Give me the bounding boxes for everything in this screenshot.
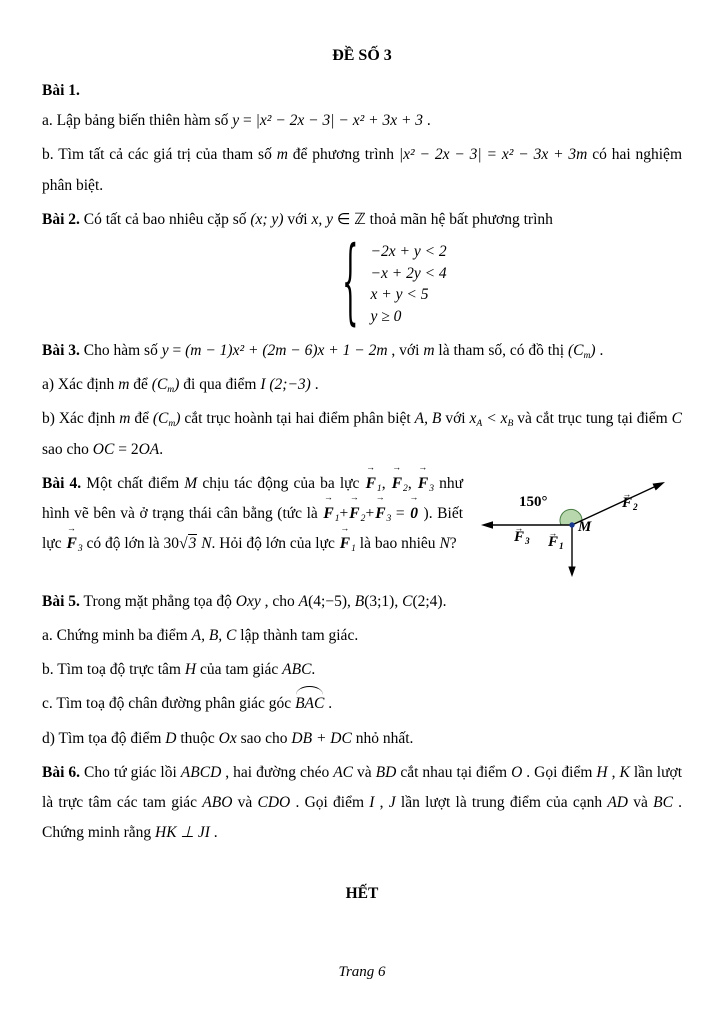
- force-f3-label: $F \to_3$: [513, 529, 530, 546]
- problem-5-part-c: c. Tìm toạ độ chân đường phân giác góc BAC .: [42, 689, 682, 719]
- problem-2-statement: [42, 205, 682, 235]
- problem-3-text: Cho hàm số y = (m − 1)x² + (2m − 6)x + 1 − 2m , với m là tham số, có đồ thị $(C_m)$ .: [83, 341, 604, 361]
- page-number: Trang 6: [338, 964, 386, 980]
- inequality-4: y ≥ 0: [370, 308, 402, 326]
- problem-4-block: [42, 469, 682, 587]
- problem-5-label: Bài 5.: [42, 592, 80, 610]
- problem-1-part-a: a. Lập bảng biến thiên hàm số y = |x² − 2x − 3| − x² + 3x + 3 .: [42, 112, 431, 130]
- problem-3-part-b: b) Xác định m để $(C_m)$ cắt trục hoành tại hai điểm phân biệt A, B với $x_A < x_B$ và cắt trục tung tại điểm C sao cho OC = 2OA.: [42, 410, 683, 458]
- angle-label: 150°: [519, 493, 548, 510]
- point-m-label: M: [578, 518, 592, 535]
- problem-3-part-a: a) Xác định m để $(C_m)$ đi qua điểm I (2;−3) .: [42, 376, 319, 395]
- problem-6-text: Cho tứ giác lồi ABCD , hai đường chéo AC và BD cắt nhau tại điểm O . Gọi điểm H , K lần lượt là trực tâm các tam giác ABO và CDO . Gọi điểm I , J lần lượt là trung điểm của cạnh AD và BC . Chứng minh rằng HK ⊥ JI .: [42, 763, 683, 842]
- problem-6-label: Bài 6.: [42, 763, 81, 781]
- problem-5-part-a: a. Chứng minh ba điểm A, B, C lập thành tam giác.: [42, 626, 359, 644]
- problem-1-part-b: b. Tìm tất cả các giá trị của tham số m để phương trình |x² − 2x − 3| = x² − 3x + 3m có hai nghiệm phân biệt.: [42, 146, 682, 194]
- point-m-dot: [569, 522, 574, 527]
- system-equations: [371, 241, 447, 328]
- problem-2-text: Có tất cả bao nhiêu cặp số (x; y) với x, y ∈ ℤ thoả mãn hệ bất phương trình: [83, 210, 553, 228]
- problem-5-statement: [42, 587, 682, 617]
- force-f1-arrow: [568, 525, 575, 577]
- inequality-system: [342, 231, 682, 338]
- page-title: ĐỀ SỐ 3: [332, 47, 392, 64]
- inequality-1: −2x + y < 2: [370, 243, 447, 261]
- problem-1-label: Bài 1.: [42, 82, 80, 99]
- force-f2-label: $F \to_2$: [621, 495, 638, 512]
- problem-1-heading: [42, 76, 682, 106]
- problem-5-text: Trong mặt phẳng tọa độ Oxy , cho A(4;−5), B(3;1), C(2;4).: [83, 592, 447, 610]
- problem-5-part-b: b. Tìm toạ độ trực tâm H của tam giác ABC.: [42, 661, 316, 679]
- problem-3-statement: [42, 336, 682, 366]
- force-f1-label: $F \to_1$: [547, 534, 564, 551]
- problem-4-label: Bài 4.: [42, 474, 82, 492]
- inequality-3: x + y < 5: [370, 286, 429, 304]
- problem-6-statement: [42, 758, 682, 849]
- system-brace: {: [342, 231, 359, 338]
- problem-3-label: Bài 3.: [42, 341, 80, 359]
- end-marker: HẾT: [345, 885, 379, 903]
- force-f3-arrow: [481, 521, 572, 529]
- problem-2-label: Bài 2.: [42, 210, 80, 228]
- problem-5-part-d: d) Tìm tọa độ điểm D thuộc Ox sao cho DB + DC nhỏ nhất.: [42, 729, 414, 747]
- problem-4-text: Một chất điểm M chịu tác động của ba lực $F \to_1$, $F \to_2$, $F \to_3$ như hình vẽ bên và ở trạng thái cân bằng (tức là $F \to_1+F \to_2+F \to_3 = 0$ → ). Biết lực $F \to_3$ có độ lớn là 30√3 N. Hỏi độ lớn của lực $F \to_1$ là bao nhiêu N?: [42, 475, 463, 552]
- inequality-2: −x + 2y < 4: [370, 264, 447, 282]
- force-diagram: [477, 471, 682, 585]
